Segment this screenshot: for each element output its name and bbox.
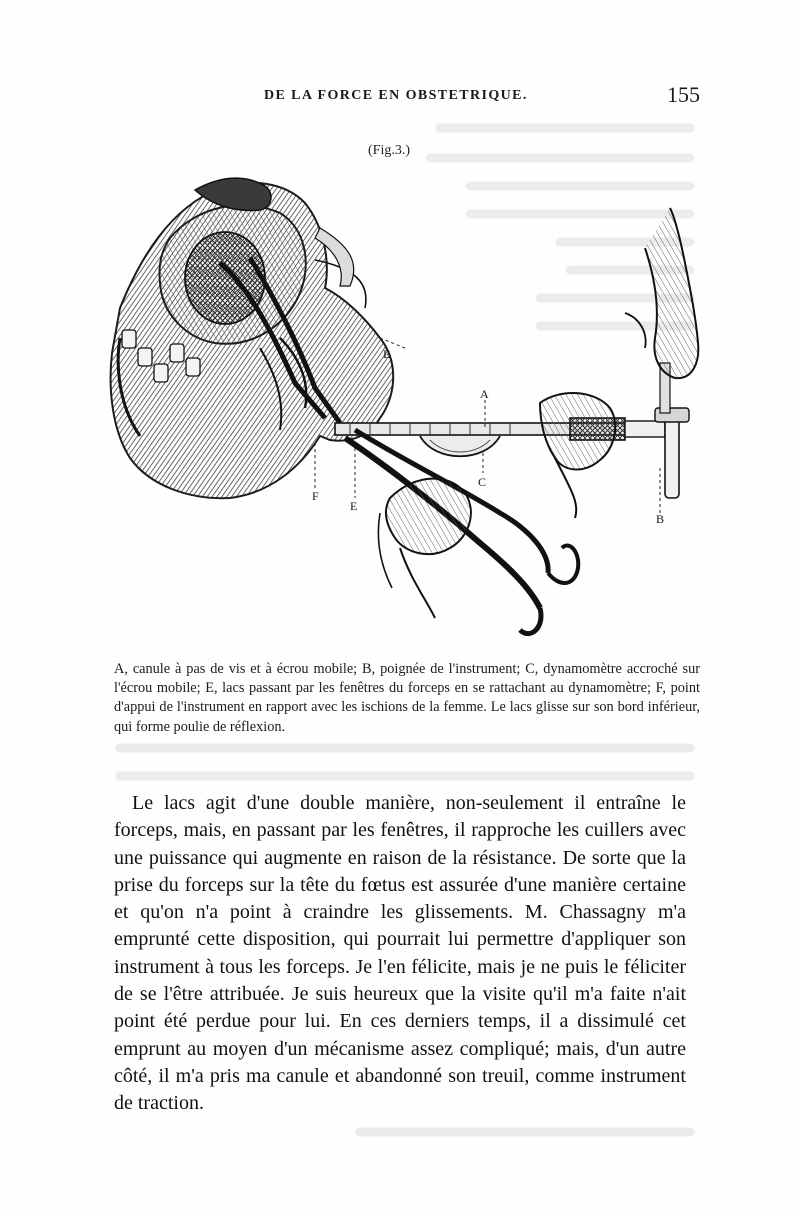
forceps-engraving	[100, 168, 700, 648]
dynamometer	[420, 436, 500, 456]
label-c: C	[478, 475, 487, 489]
middle-hand	[540, 393, 615, 518]
figure-caption: A, canule à pas de vis et à écrou mobile; B, poignée de l'instrument; C, dynamomètre accroché sur l'écrou mobile; E, lacs passant par les fenêtres du forceps en se rattachant au dynamomètre; F, point d'appui de l'instrument en rapport avec les ischions de la femme. Le lacs glisse sur son bord inférieur, qui forme poulie de réflexion.	[114, 661, 700, 735]
label-a: A	[480, 387, 489, 401]
upper-hand	[625, 208, 698, 378]
label-e-lower: E	[350, 499, 358, 513]
label-b: B	[656, 512, 665, 526]
figure-label: (Fig.3.)	[368, 143, 410, 158]
label-e-upper: E	[383, 347, 391, 361]
running-title: DE LA FORCE EN OBSTETRIQUE.	[264, 88, 528, 103]
page-number: 155	[667, 82, 700, 107]
lower-hand	[378, 479, 471, 618]
page-header	[0, 82, 800, 112]
anatomy-section	[111, 178, 394, 498]
body-paragraph: Le lacs agit d'une double manière, non-seulement il entraîne le forceps, mais, en passant par les fenêtres, il rapproche les cuillers avec une puissance qui augmente en raison de la résistance. De sorte que la prise du forceps sur la tête du fœtus est assurée d'une manière certaine et qu'on n'a point à craindre les glissements. M. Chassagny m'a emprunté cette disposition, qui pourrait lui permettre d'appliquer son instrument à tous les forceps. Je l'en félicite, mais je ne puis le féliciter de se l'être attribuée. Je suis heureux que la visite qu'il m'a faite n'ait point été perdue pour lui. En ces derniers temps, il a dissimulé cet emprunt au moyen d'un mécanisme assez compliqué; mais, d'un autre côté, il m'a pris ma canule et abandonné son treuil, comme instrument de traction.	[114, 792, 686, 1115]
label-f: F	[312, 489, 319, 503]
